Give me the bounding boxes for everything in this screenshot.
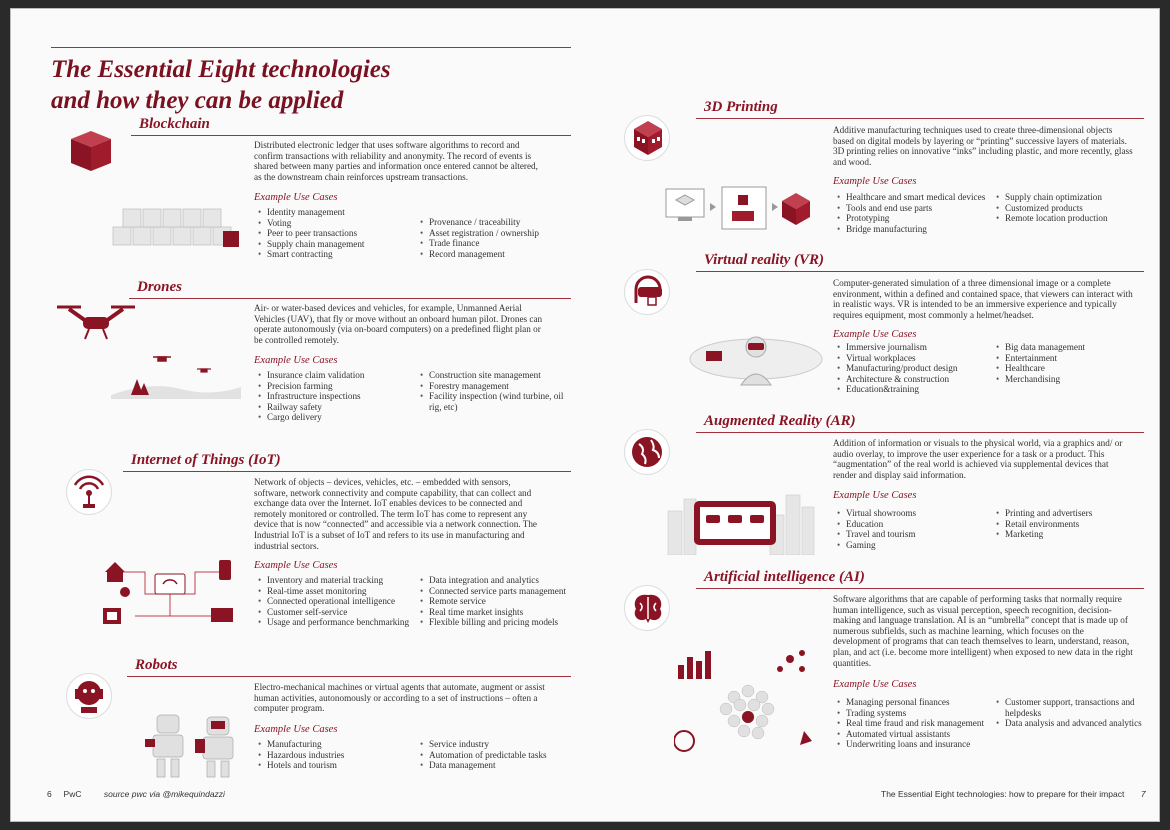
- blockchain-usecases-col1: [258, 207, 418, 260]
- robots-usecases-col1: [258, 739, 418, 771]
- footer-brand: PwC: [63, 789, 82, 799]
- list-item: • Smart contracting: [258, 249, 418, 260]
- footer-left: [47, 789, 225, 799]
- list-item: • Voting: [258, 218, 418, 229]
- list-item: • Automated virtual assistants: [837, 729, 1002, 740]
- list-item: • Managing personal finances: [837, 697, 1002, 708]
- ai-title: Artificial intelligence (AI): [704, 569, 865, 585]
- drones-description: Air- or water-based devices and vehicles, for example, Unmanned Aerial Vehicles (UAV), that fly or move without an onboard human pilot. Drones can operate autonomously (via on-board computers) on a predefined flight plan or be controlled remotely.: [254, 303, 543, 345]
- printing-usecases-col1: [837, 192, 1012, 234]
- list-item: • Tools and end use parts: [837, 203, 1012, 214]
- ar-usecases-col2: [996, 508, 1156, 540]
- iot-rule: [123, 471, 571, 472]
- list-item: • Healthcare and smart medical devices: [837, 192, 1012, 203]
- list-item: • Immersive journalism: [837, 342, 997, 353]
- list-item: • Service industry: [420, 739, 580, 750]
- robots-usecases-heading: Example Use Cases: [254, 724, 338, 735]
- page-title: [51, 47, 571, 116]
- drones-rule: [129, 298, 571, 299]
- printing-rule: [696, 118, 1144, 119]
- list-item: • Identity management: [258, 207, 418, 218]
- list-item: • Remote service: [420, 596, 585, 607]
- ar-rule: [696, 432, 1144, 433]
- brain-icon: [628, 589, 668, 627]
- list-item: • Hotels and tourism: [258, 760, 418, 771]
- list-item: • Data analysis and advanced analytics: [996, 718, 1146, 729]
- robots-title: Robots: [135, 657, 178, 673]
- list-item: • Infrastructure inspections: [258, 391, 418, 402]
- vr-usecases-col1: [837, 342, 997, 395]
- list-item: • Prototyping: [837, 213, 1012, 224]
- ai-description: Software algorithms that are capable of performing tasks that normally require human intelligence, such as visual perception, speech recognition, decision-making and language translation. AI is an “umbrella” concept that is made up of numerous subfields, such as machine learning, which focuses on the development of programs that can teach themselves to learn, understand, reason, plan, and act (i.e. become more intelligent) when exposed to new data in the right quantities.: [833, 594, 1133, 668]
- list-item: • Record management: [420, 249, 580, 260]
- blocks-illustration: [111, 201, 243, 253]
- vr-headset-icon: [628, 273, 668, 311]
- list-item: • Entertainment: [996, 353, 1156, 364]
- list-item: • Trade finance: [420, 238, 580, 249]
- landscape-illustration: [111, 345, 241, 399]
- list-item: • Supply chain optimization: [996, 192, 1156, 203]
- list-item: • Manufacturing: [258, 739, 418, 750]
- vr-usecases-col2: [996, 342, 1156, 384]
- robot-head-icon: [71, 677, 107, 715]
- title-line-2: and how they can be applied: [51, 87, 344, 114]
- drones-usecases-col2: [420, 370, 575, 412]
- ai-usecases-heading: Example Use Cases: [833, 679, 917, 690]
- list-item: • Architecture & construction: [837, 374, 997, 385]
- list-item: • Connected operational intelligence: [258, 596, 423, 607]
- printing-title: 3D Printing: [704, 99, 778, 115]
- list-item: • Real time market insights: [420, 607, 585, 618]
- blockchain-usecases-col2: [420, 217, 580, 259]
- ar-usecases-heading: Example Use Cases: [833, 490, 917, 501]
- list-item: • Facility inspection (wind turbine, oil rig, etc): [420, 391, 575, 412]
- printing-usecases-col2: [996, 192, 1156, 224]
- list-item: • Remote location production: [996, 213, 1156, 224]
- list-item: • Precision farming: [258, 381, 418, 392]
- list-item: • Real-time asset monitoring: [258, 586, 423, 597]
- blockchain-usecases-heading: Example Use Cases: [254, 192, 338, 203]
- list-item: • Big data management: [996, 342, 1156, 353]
- printer-building-icon: [628, 117, 668, 159]
- list-item: • Provenance / traceability: [420, 217, 580, 228]
- ar-cityscape-illustration: [666, 485, 816, 555]
- iot-title: Internet of Things (IoT): [131, 452, 281, 468]
- list-item: • Construction site management: [420, 370, 575, 381]
- wifi-tower-icon: [69, 471, 109, 513]
- page-number-right: 7: [1140, 789, 1146, 799]
- list-item: • Printing and advertisers: [996, 508, 1156, 519]
- document-spread: [10, 8, 1160, 822]
- list-item: • Marketing: [996, 529, 1156, 540]
- list-item: • Flexible billing and pricing models: [420, 617, 585, 628]
- list-item: • Real time fraud and risk management: [837, 718, 1002, 729]
- list-item: • Customized products: [996, 203, 1156, 214]
- list-item: • Railway safety: [258, 402, 418, 413]
- footer-right: [881, 789, 1146, 799]
- cube-icon: [63, 129, 123, 175]
- iot-devices-illustration: [95, 554, 245, 636]
- robots-illustration: [139, 709, 249, 781]
- list-item: • Insurance claim validation: [258, 370, 418, 381]
- ai-usecases-col2: [996, 697, 1146, 729]
- ar-description: Addition of information or visuals to the physical world, via a graphics and/ or audio overlay, to improve the user experience for a task or a product. This “augmentation” of the real world is achieved via supplemental devices that render and display said information.: [833, 438, 1123, 480]
- list-item: • Usage and performance benchmarking: [258, 617, 423, 628]
- title-line-1: The Essential Eight technologies: [51, 56, 391, 83]
- list-item: • Manufacturing/product design: [837, 363, 997, 374]
- ar-usecases-col1: [837, 508, 997, 550]
- list-item: • Supply chain management: [258, 239, 418, 250]
- list-item: • Forestry management: [420, 381, 575, 392]
- vr-usecases-heading: Example Use Cases: [833, 329, 917, 340]
- robots-rule: [127, 676, 571, 677]
- list-item: • Healthcare: [996, 363, 1156, 374]
- list-item: • Gaming: [837, 540, 997, 551]
- list-item: • Data integration and analytics: [420, 575, 585, 586]
- list-item: • Inventory and material tracking: [258, 575, 423, 586]
- drones-usecases-col1: [258, 370, 418, 423]
- ai-rule: [696, 588, 1144, 589]
- blockchain-rule: [131, 135, 571, 136]
- blockchain-title: Blockchain: [139, 116, 210, 132]
- page-number-left: 6: [47, 789, 52, 799]
- list-item: • Merchandising: [996, 374, 1156, 385]
- left-page: [11, 9, 586, 823]
- iot-usecases-col1: [258, 575, 423, 628]
- list-item: • Customer support, transactions and helpdesks: [996, 697, 1146, 718]
- list-item: • Customer self-service: [258, 607, 423, 618]
- list-item: • Virtual workplaces: [837, 353, 997, 364]
- vr-illustration: [686, 325, 826, 395]
- list-item: • Cargo delivery: [258, 412, 418, 423]
- right-page: [586, 9, 1161, 823]
- iot-description: Network of objects – devices, vehicles, etc. – embedded with sensors, software, network connectivity and compute capability, that can collect and exchange data over the Internet. IoT enables devices to be connected and remotely monitored or controlled. The term IoT has come to represent any device that is now “connected” and accessible via a network connection. The Industrial IoT is a subset of IoT and refers to its use in manufacturing and industrial sectors.: [254, 477, 537, 551]
- list-item: • Connected service parts management: [420, 586, 585, 597]
- iot-usecases-col2: [420, 575, 585, 628]
- footer-source: source pwc via @mikequindazzi: [103, 789, 225, 799]
- list-item: • Education: [837, 519, 997, 530]
- ar-title: Augmented Reality (AR): [704, 413, 856, 429]
- vr-title: Virtual reality (VR): [704, 252, 825, 268]
- drone-icon: [51, 301, 141, 345]
- list-item: • Asset registration / ownership: [420, 228, 580, 239]
- list-item: • Travel and tourism: [837, 529, 997, 540]
- iot-usecases-heading: Example Use Cases: [254, 560, 338, 571]
- printing-process-illustration: [662, 183, 822, 235]
- list-item: • Underwriting loans and insurance: [837, 739, 1002, 750]
- drones-usecases-heading: Example Use Cases: [254, 355, 338, 366]
- ai-illustration: [674, 645, 824, 757]
- robots-usecases-col2: [420, 739, 580, 771]
- list-item: • Education&training: [837, 384, 997, 395]
- list-item: • Data management: [420, 760, 580, 771]
- ai-usecases-col1: [837, 697, 1002, 750]
- drones-title: Drones: [137, 279, 183, 295]
- list-item: • Automation of predictable tasks: [420, 750, 580, 761]
- list-item: • Hazardous industries: [258, 750, 418, 761]
- list-item: • Bridge manufacturing: [837, 224, 1012, 235]
- vr-rule: [696, 271, 1144, 272]
- vr-description: Computer-generated simulation of a three dimensional image or a complete environment, within a defined and contained space, that viewers can interact with in realistic ways. VR is intended to be an immersive experience and typically requires equipment, most commonly a helmet/headset.: [833, 278, 1133, 320]
- blockchain-description: Distributed electronic ledger that uses software algorithms to record and confirm transactions with reliability and anonymity. The record of events is shared between many parties and information once entered cannot be altered, as the downstream chain reinforces upstream transactions.: [254, 140, 538, 182]
- list-item: • Retail environments: [996, 519, 1156, 530]
- printing-usecases-heading: Example Use Cases: [833, 176, 917, 187]
- globe-icon: [629, 434, 665, 470]
- list-item: • Peer to peer transactions: [258, 228, 418, 239]
- list-item: • Trading systems: [837, 708, 1002, 719]
- footer-doc-title: The Essential Eight technologies: how to prepare for their impact: [881, 789, 1125, 799]
- printing-description: Additive manufacturing techniques used to create three-dimensional objects based on digital models by layering or “printing” successive layers of materials. 3D printing relies on innovative “inks” including plastic, and more recently, glass and wood.: [833, 125, 1133, 167]
- robots-description: Electro-mechanical machines or virtual agents that automate, augment or assist human activities, autonomously or according to a set of instructions – often a computer program.: [254, 682, 545, 714]
- list-item: • Virtual showrooms: [837, 508, 997, 519]
